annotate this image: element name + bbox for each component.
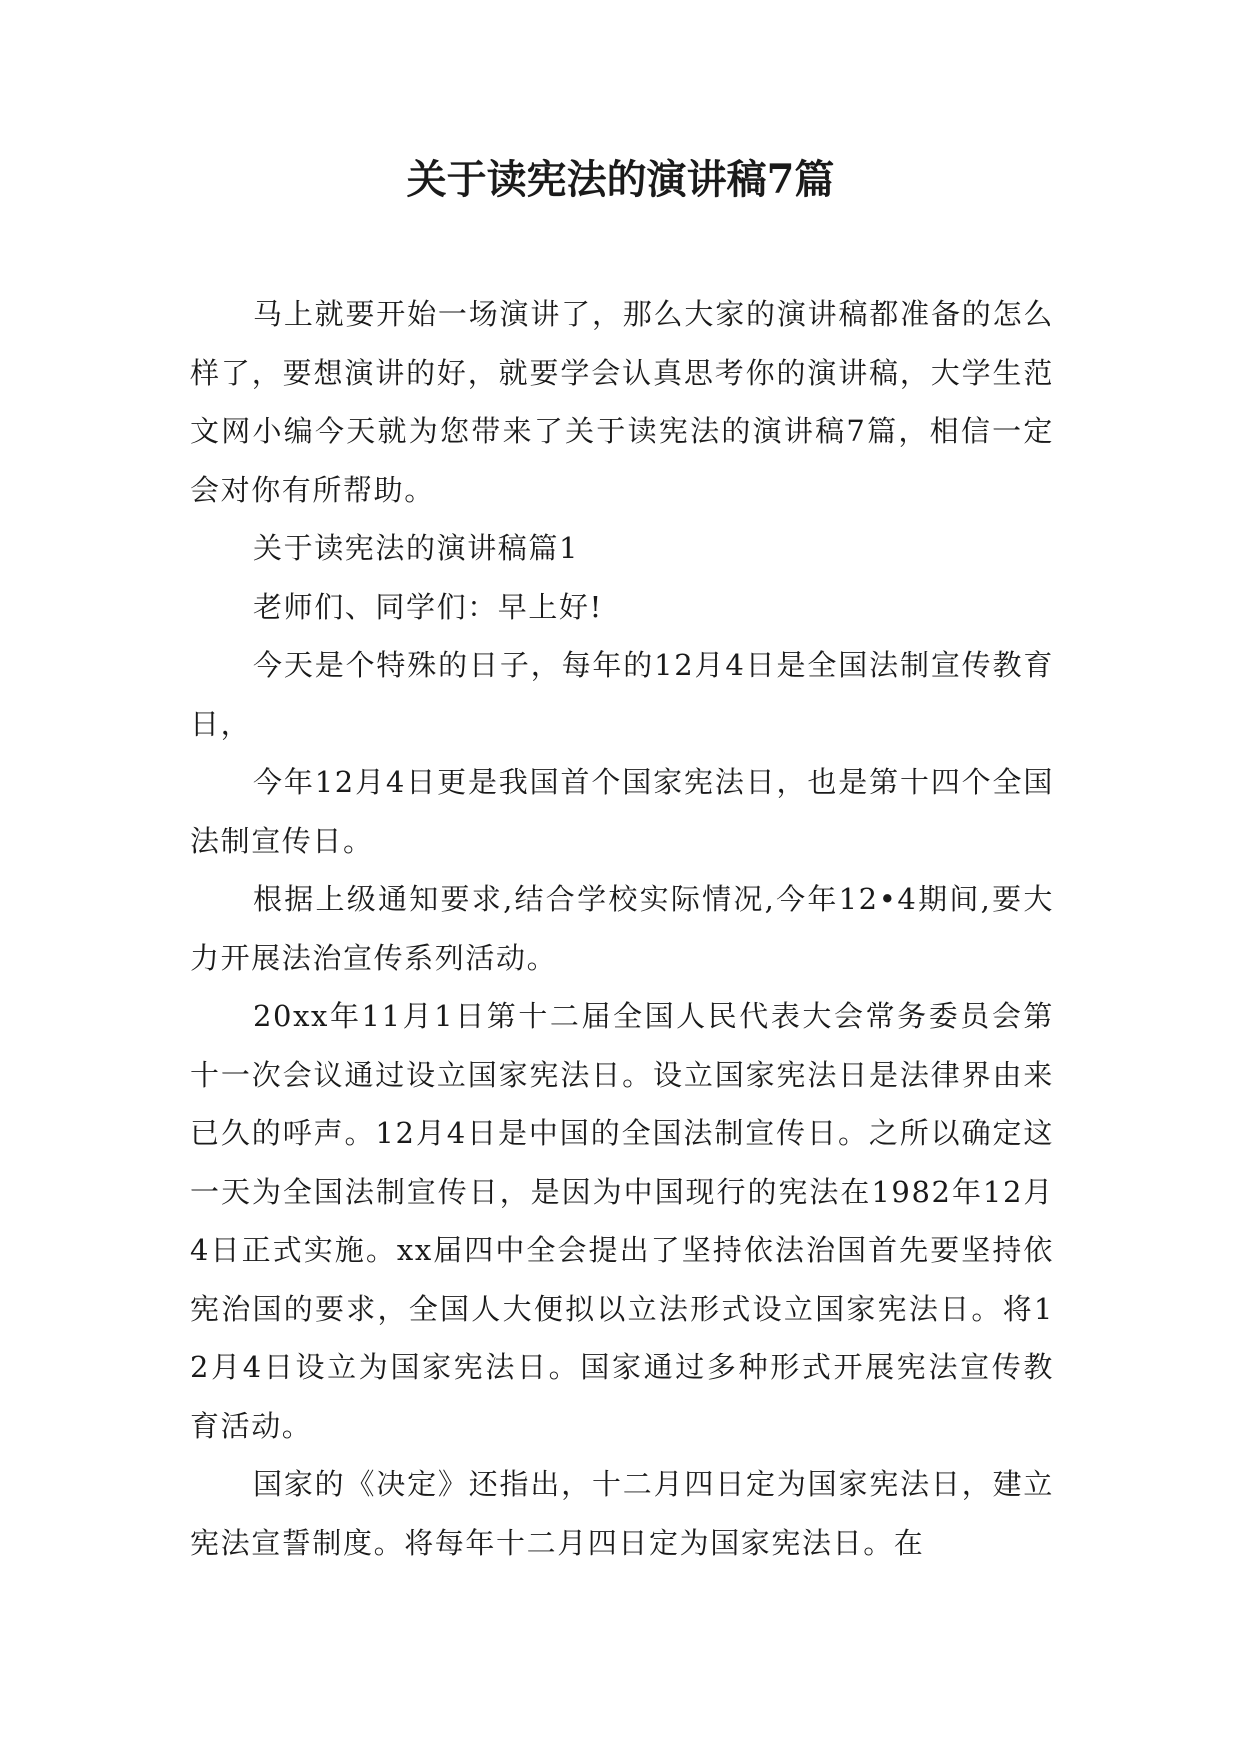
paragraph: 20xx年11月1日第十二届全国人民代表大会常务委员会第十一次会议通过设立国家宪法日。设立国家宪法日是法律界由来已久的呼声。12月4日是中国的全国法制宣传日。之所以确定这一天为全国法制宣传日，是因为中国现行的宪法在1982年12月4日正式实施。xx届四中全会提出了坚持依法治国首先要坚持依宪治国的要求，全国人大便拟以立法形式设立国家宪法日。将12月4日设立为国家宪法日。国家通过多种形式开展宪法宣传教育活动。: [190, 999, 1054, 1443]
paragraph: 国家的《决定》还指出，十二月四日定为国家宪法日，建立宪法宣誓制度。将每年十二月四日定为国家宪法日。在: [190, 1467, 1054, 1560]
paragraph-section-heading: 关于读宪法的演讲稿篇1: [253, 531, 580, 565]
paragraph-greeting: 老师们、同学们：早上好!: [253, 589, 603, 624]
paragraph: 今年12月4日更是我国首个国家宪法日，也是第十四个全国法制宣传日。: [190, 765, 1054, 858]
paragraph: 今天是个特殊的日子，每年的12月4日是全国法制宣传教育日，: [190, 648, 1054, 741]
paragraph: 根据上级通知要求,结合学校实际情况,今年12•4期间,要大力开展法治宣传系列活动。: [190, 882, 1054, 975]
document-title: 关于读宪法的演讲稿7篇: [406, 156, 835, 203]
document-body: [190, 285, 1054, 1572]
paragraph-intro: 马上就要开始一场演讲了，那么大家的演讲稿都准备的怎么样了，要想演讲的好，就要学会认真思考你的演讲稿，大学生范文网小编今天就为您带来了关于读宪法的演讲稿7篇，相信一定会对你有所帮助。: [190, 297, 1054, 507]
